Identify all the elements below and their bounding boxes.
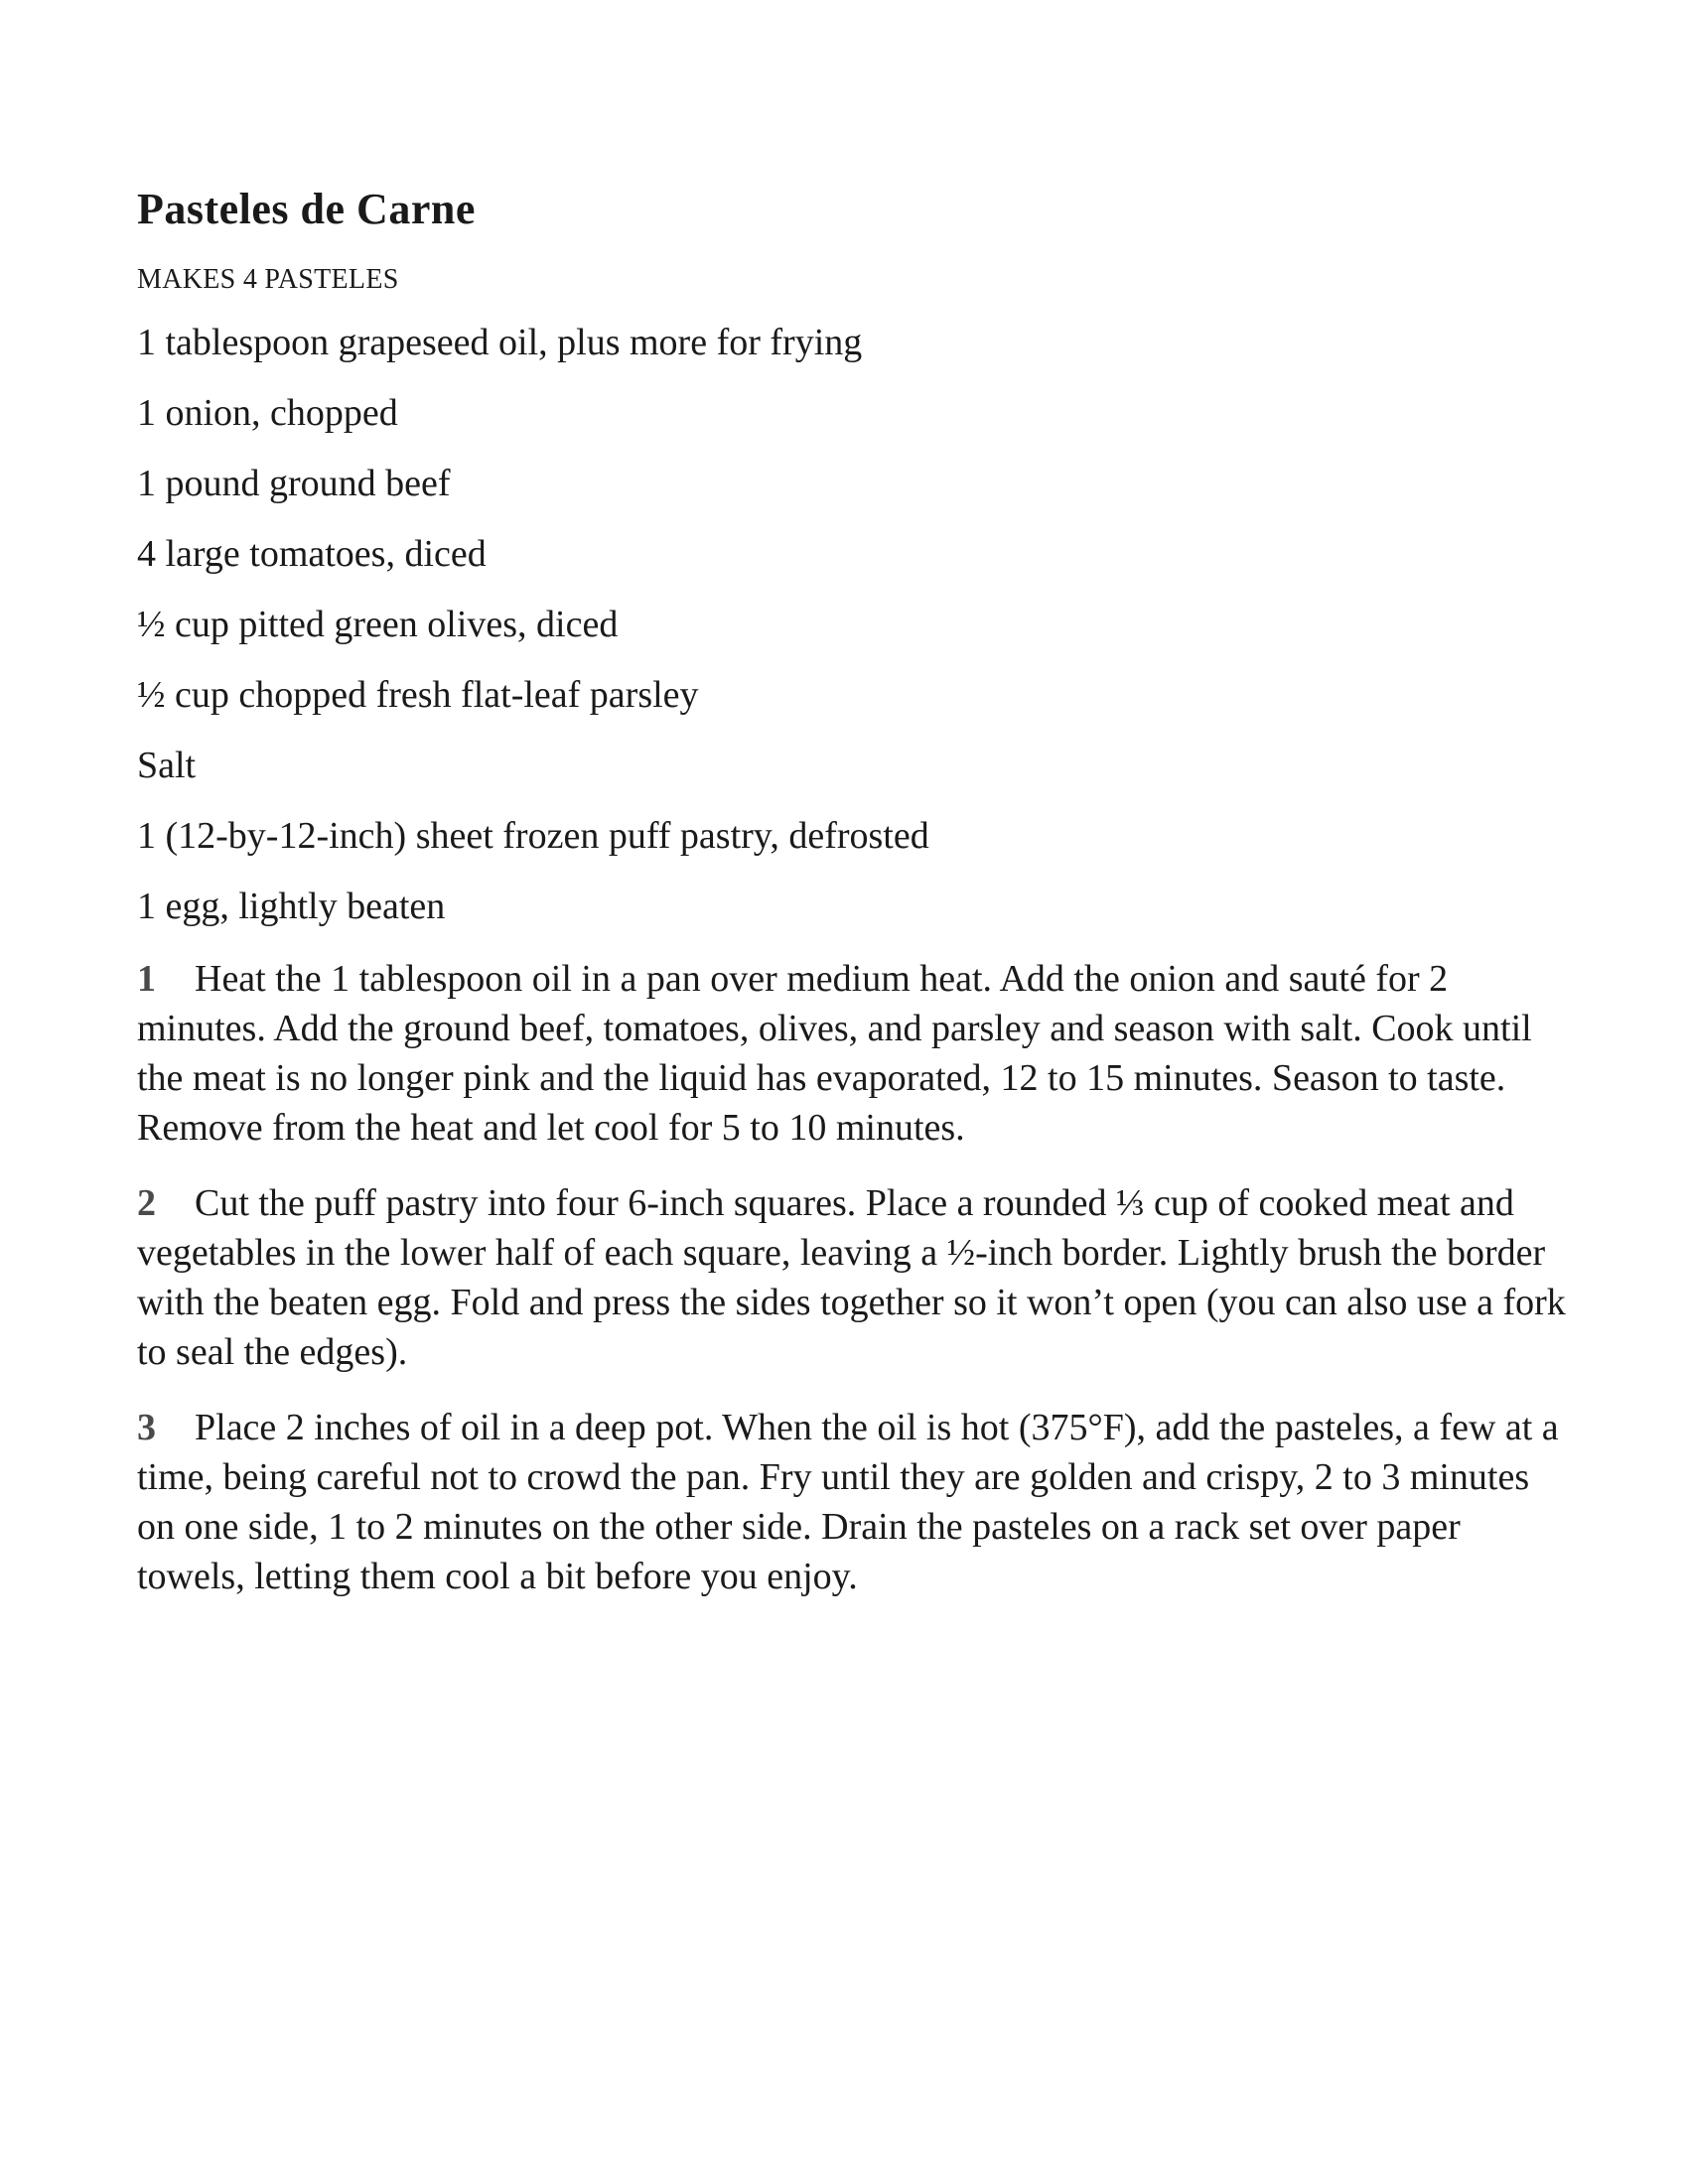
ingredient-item: ½ cup chopped fresh flat-leaf parsley: [137, 674, 699, 716]
recipe-yield: MAKES 4 PASTELES: [137, 264, 399, 295]
method-step: [137, 1178, 1567, 1377]
step-number: 1: [137, 958, 156, 1000]
step-text: Heat the 1 tablespoon oil in a pan over medium heat. Add the onion and sauté for 2 minutes. Add the ground beef, tomatoes, olives, and parsley and season with salt. Cook until the meat is no longer pink and the liquid has evaporated, 12 to 15 minutes. Season to taste. Remove from the heat and let cool for 5 to 10 minutes.: [137, 958, 1532, 1149]
ingredient-item: 1 (12-by-12-inch) sheet frozen puff pastry, defrosted: [137, 815, 929, 857]
method-steps: [137, 954, 1567, 1601]
ingredient-list: [137, 320, 1567, 929]
ingredient-item: 1 tablespoon grapeseed oil, plus more for frying: [137, 322, 863, 363]
ingredient-item: 1 onion, chopped: [137, 392, 398, 434]
ingredient-item: ½ cup pitted green olives, diced: [137, 604, 619, 645]
step-text: Cut the puff pastry into four 6-inch squares. Place a rounded ⅓ cup of cooked meat and vegetables in the lower half of each square, leaving a ½-inch border. Lightly brush the border with the beaten egg. Fold and press the sides together so it won’t open (you can also use a fork to seal the edges).: [137, 1182, 1566, 1373]
ingredient-item: 4 large tomatoes, diced: [137, 533, 487, 575]
recipe-title: Pasteles de Carne: [137, 185, 476, 233]
ingredient-item: 1 egg, lightly beaten: [137, 886, 446, 927]
step-number: 3: [137, 1407, 156, 1448]
recipe-page: [137, 179, 1567, 1627]
method-step: [137, 954, 1567, 1153]
method-step: [137, 1403, 1567, 1601]
step-number: 2: [137, 1182, 156, 1224]
ingredient-item: 1 pound ground beef: [137, 463, 451, 504]
step-text: Place 2 inches of oil in a deep pot. When the oil is hot (375°F), add the pasteles, a few at a time, being careful not to crowd the pan. Fry until they are golden and crispy, 2 to 3 minutes on one side, 1 to 2 minutes on the other side. Drain the pasteles on a rack set over paper towels, letting them cool a bit before you enjoy.: [137, 1407, 1559, 1597]
ingredient-item: Salt: [137, 745, 197, 786]
